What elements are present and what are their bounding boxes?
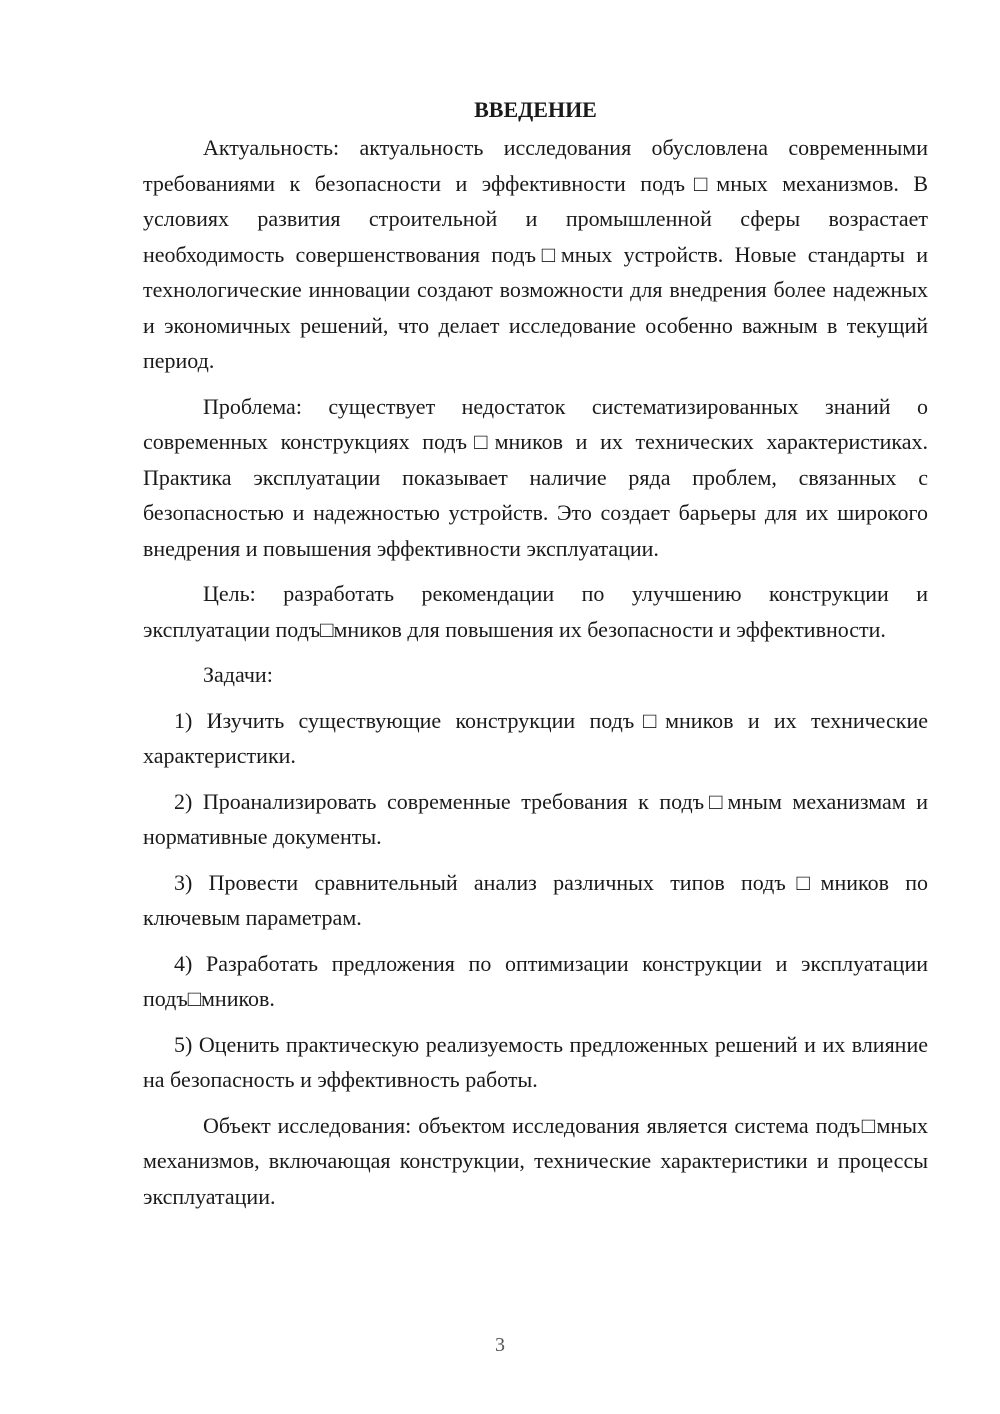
paragraph-object: Объект исследования: объектом исследования является система подъ□мных механизмов, включающая конструкции, технические характеристики и процессы эксплуатации. <box>143 1112 928 1209</box>
tasks-heading: Задачи: <box>203 662 273 687</box>
section-title: ВВЕДЕНИЕ <box>474 97 597 122</box>
page-number: 3 <box>495 1334 505 1356</box>
task-item: 5) Оценить практическую реализуемость предложенных решений и их влияние на безопасность и эффективность работы. <box>143 1031 928 1092</box>
document-page <box>143 92 928 1214</box>
paragraph-problem: Проблема: существует недостаток систематизированных знаний о современных конструкциях подъ□мников и их технических характеристиках. Практика эксплуатации показывает наличие ряда проблем, связанных с безопасностью и надежностью устройств. Это создает барьеры для их широкого внедрения и повышения эффективности эксплуатации. <box>143 393 928 561</box>
paragraph-relevance: Актуальность: актуальность исследования обусловлена современными требованиями к безопасности и эффективности подъ□мных механизмов. В условиях развития строительной и промышленной сферы возрастает необходимость совершенствования подъ□мных устройств. Новые стандарты и технологические инновации создают возможности для внедрения более надежных и экономичных решений, что делает исследование особенно важным в текущий период. <box>143 135 928 373</box>
task-item: 4) Разработать предложения по оптимизации конструкции и эксплуатации подъ□мников. <box>143 950 928 1011</box>
paragraph-goal: Цель: разработать рекомендации по улучшению конструкции и эксплуатации подъ□мников для повышения их безопасности и эффективности. <box>143 581 928 642</box>
task-item: 2) Проанализировать современные требования к подъ□мным механизмам и нормативные документы. <box>143 788 928 849</box>
task-item: 3) Провести сравнительный анализ различных типов подъ□мников по ключевым параметрам. <box>143 869 928 930</box>
task-item: 1) Изучить существующие конструкции подъ□мников и их технические характеристики. <box>143 707 928 768</box>
